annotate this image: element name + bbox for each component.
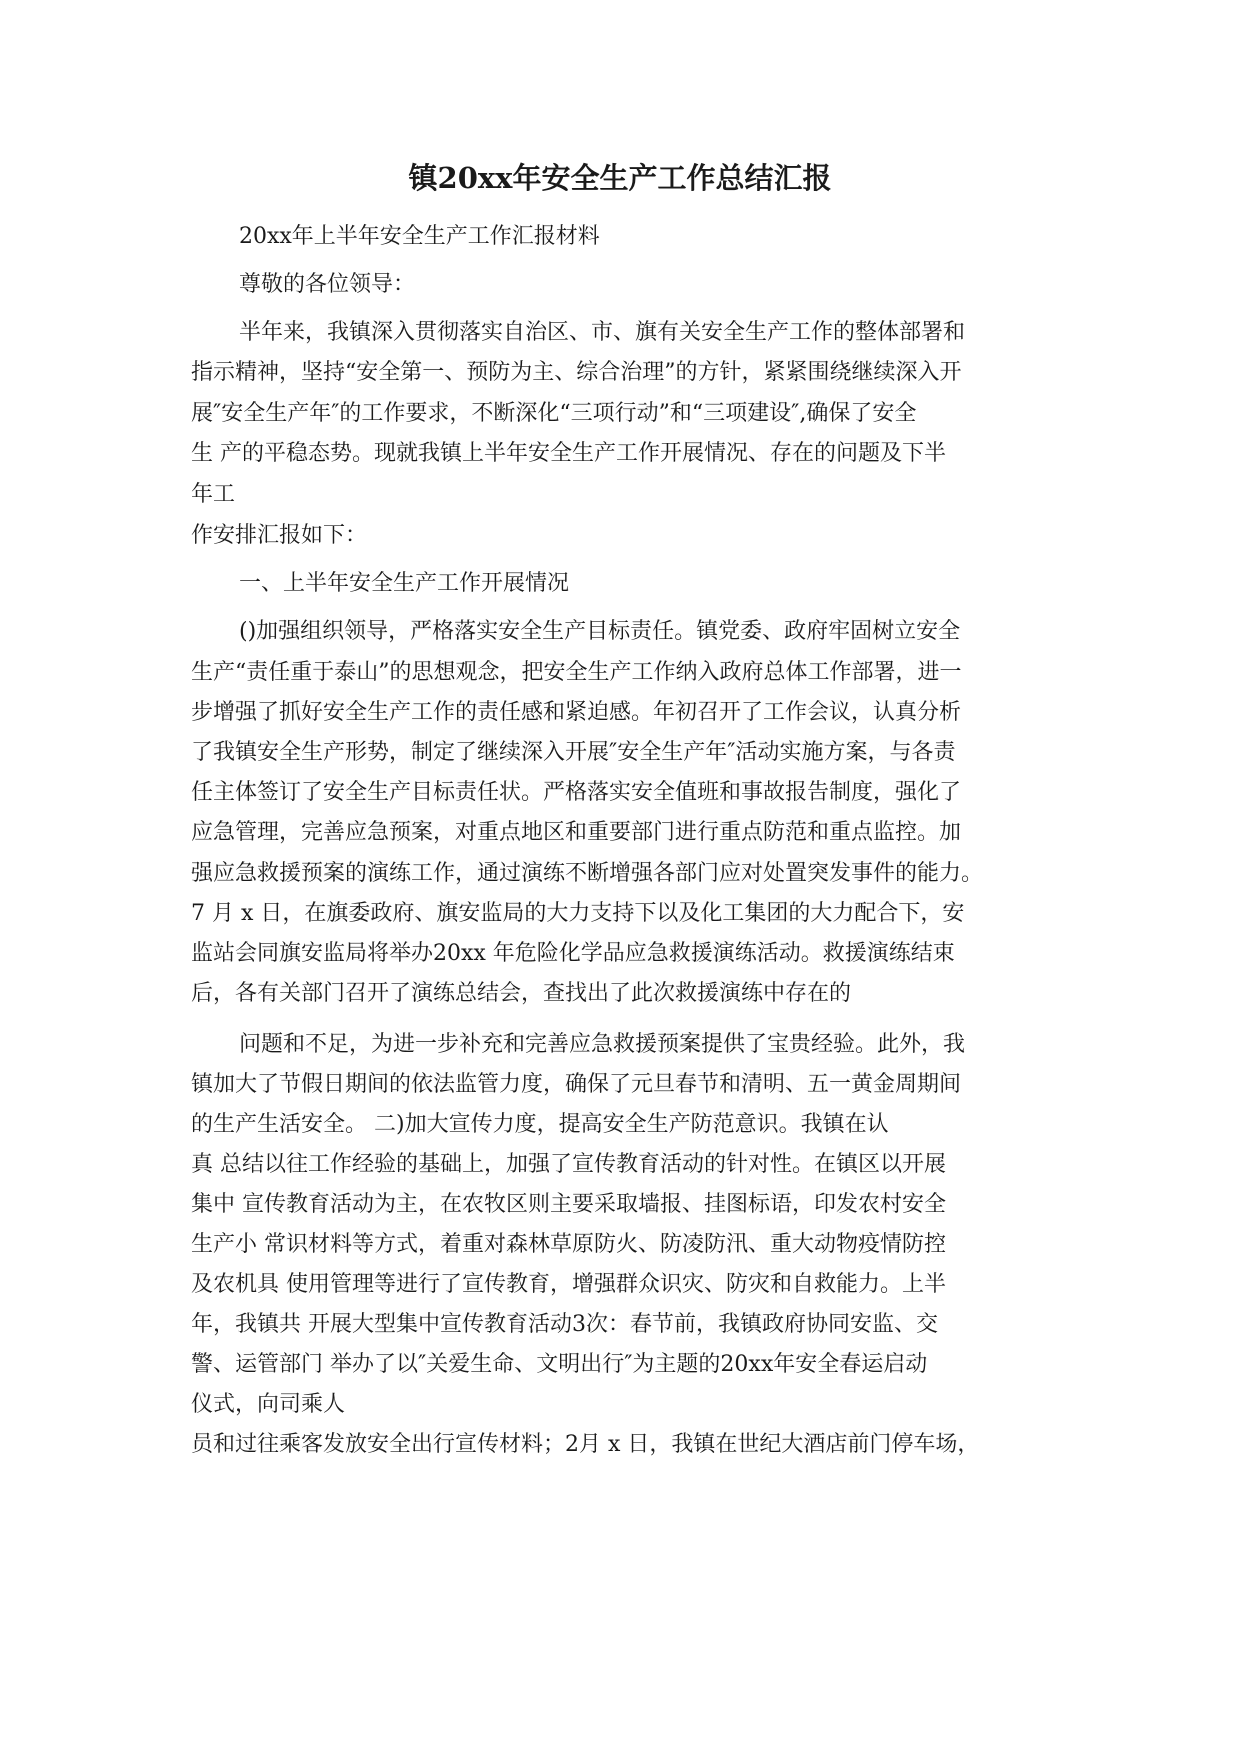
body-line: 半年来，我镇深入贯彻落实自治区、市、旗有关安全生产工作的整体部署和 — [239, 320, 966, 345]
body-line: 强应急救援预案的演练工作，通过演练不断增强各部门应对处置突发事件的能力。 — [191, 861, 984, 886]
body-line: 监站会同旗安监局将举办20xx 年危险化学品应急救援演练活动。救援演练结束 — [191, 941, 955, 966]
body-line: 警、运管部门 举办了以″关爱生命、文明出行″为主题的20xx年安全春运启动 — [191, 1352, 928, 1377]
body-line: 问题和不足，为进一步补充和完善应急救援预案提供了宝贵经验。此外，我 — [239, 1032, 966, 1057]
section-heading: 一、上半年安全生产工作开展情况 — [239, 571, 570, 596]
body-line: 任主体签订了安全生产目标责任状。严格落实安全值班和事故报告制度，强化了 — [191, 780, 962, 805]
body-line: 及农机具 使用管理等进行了宣传教育，增强群众识灾、防灾和自救能力。上半 — [191, 1272, 946, 1297]
body-line: 镇加大了节假日期间的依法监管力度，确保了元旦春节和清明、五一黄金周期间 — [191, 1072, 962, 1097]
body-line: 后，各有关部门召开了演练总结会，查找出了此次救援演练中存在的 — [191, 981, 852, 1006]
subtitle-line: 20xx年上半年安全生产工作汇报材料 — [239, 224, 600, 249]
body-line: 年工 — [191, 482, 236, 507]
body-line: 指示精神，坚持“安全第一、预防为主、综合治理”的方针，紧紧围绕继续深入开 — [191, 360, 962, 385]
body-line: ()加强组织领导，严格落实安全生产目标责任。镇党委、政府牢固树立安全 — [239, 619, 961, 644]
body-line: 仪式，向司乘人 — [191, 1392, 346, 1417]
body-line: 年，我镇共 开展大型集中宣传教育活动3次：春节前，我镇政府协同安监、交 — [191, 1312, 938, 1337]
body-line: 应急管理，完善应急预案，对重点地区和重要部门进行重点防范和重点监控。加 — [191, 820, 962, 845]
body-line: 生产“责任重于泰山”的思想观念，把安全生产工作纳入政府总体工作部署，进一 — [191, 660, 962, 685]
body-line: 了我镇安全生产形势，制定了继续深入开展″安全生产年″活动实施方案，与各责 — [191, 740, 956, 765]
body-line: 真 总结以往工作经验的基础上，加强了宣传教育活动的针对性。在镇区以开展 — [191, 1152, 946, 1177]
body-line: 生 产的平稳态势。现就我镇上半年安全生产工作开展情况、存在的问题及下半 — [191, 441, 946, 466]
body-line: 生产小 常识材料等方式，着重对森林草原防火、防凌防汛、重大动物疫情防控 — [191, 1232, 946, 1257]
body-line: 员和过往乘客发放安全出行宣传材料；2月 x 日，我镇在世纪大酒店前门停车场， — [191, 1432, 980, 1457]
body-line: 展″安全生产年″的工作要求，不断深化“三项行动”和“三项建设″,确保了安全 — [191, 401, 917, 426]
body-line: 7 月 x 日，在旗委政府、旗安监局的大力支持下以及化工集团的大力配合下，安 — [191, 901, 965, 926]
body-line: 作安排汇报如下： — [191, 523, 368, 548]
body-line: 集中 宣传教育活动为主，在农牧区则主要采取墙报、挂图标语，印发农村安全 — [191, 1192, 946, 1217]
body-line: 的生产生活安全。 二)加大宣传力度，提高安全生产防范意识。我镇在认 — [191, 1112, 889, 1137]
body-line: 步增强了抓好安全生产工作的责任感和紧迫感。年初召开了工作会议，认真分析 — [191, 700, 962, 725]
document-title: 镇20xx年安全生产工作总结汇报 — [408, 161, 832, 195]
salutation-line: 尊敬的各位领导： — [239, 272, 416, 297]
